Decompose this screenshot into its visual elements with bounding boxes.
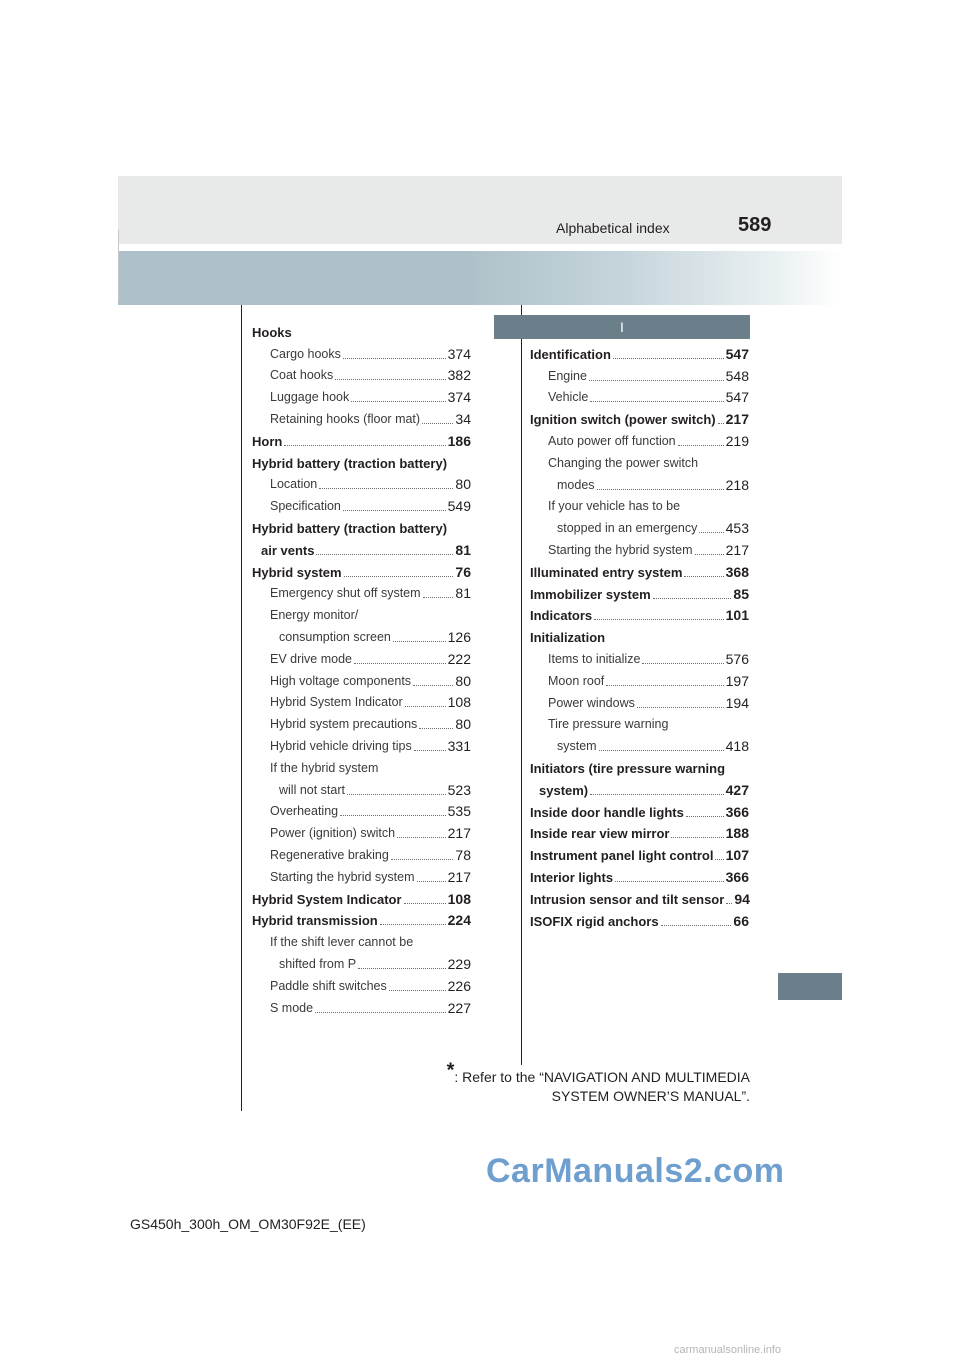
index-entry[interactable]: [252, 885, 471, 907]
index-entry-label: Hybrid transmission: [252, 913, 378, 929]
index-entry-page[interactable]: 188: [725, 825, 749, 842]
index-entry[interactable]: [530, 798, 749, 820]
index-entry-label: Immobilizer system: [530, 586, 651, 602]
section-letter: I: [620, 319, 624, 335]
index-entry-page[interactable]: 535: [447, 803, 471, 820]
index-entry-page[interactable]: 366: [725, 868, 749, 885]
leader-dots: [417, 881, 446, 882]
index-entry-page[interactable]: 374: [447, 345, 471, 362]
leader-dots: [340, 815, 446, 816]
leader-dots: [684, 576, 723, 577]
index-entry-label: air vents: [261, 542, 315, 558]
index-entry-label: Changing the power switch: [548, 455, 699, 470]
index-entry[interactable]: [252, 841, 471, 863]
footnote-line-2: SYSTEM OWNER’S MANUAL”.: [551, 1088, 750, 1104]
leader-dots: [615, 881, 724, 882]
index-entry-page[interactable]: 217: [447, 868, 471, 885]
leader-dots: [597, 489, 724, 490]
leader-dots: [404, 903, 446, 904]
index-entry-page[interactable]: 549: [447, 498, 471, 515]
edge-mark: [118, 230, 119, 300]
leader-dots: [419, 728, 453, 729]
leader-dots: [344, 576, 454, 577]
index-entry-page[interactable]: 66: [733, 912, 749, 929]
index-entry-page[interactable]: 374: [447, 389, 471, 406]
index-entry-label: Horn: [252, 433, 283, 449]
index-entry[interactable]: [252, 798, 471, 820]
index-entry-label: Energy monitor/: [270, 608, 359, 623]
leader-dots: [661, 925, 732, 926]
index-entry-label: Coat hooks: [270, 368, 334, 383]
index-entry[interactable]: [252, 471, 471, 493]
index-entry[interactable]: [530, 645, 749, 667]
index-entry-label: Emergency shut off system: [270, 586, 421, 601]
leader-dots: [343, 358, 446, 359]
index-entry-label: Identification: [530, 346, 611, 362]
header-bar: [118, 176, 842, 244]
leader-dots: [718, 423, 724, 424]
leader-dots: [380, 924, 446, 925]
leader-dots: [678, 445, 724, 446]
index-entry[interactable]: [252, 492, 471, 514]
index-entry-page[interactable]: 80: [455, 716, 471, 733]
watermark-logo: CarManuals2.com: [486, 1152, 785, 1190]
index-entry[interactable]: [530, 623, 749, 645]
leader-dots: [590, 401, 723, 402]
index-entry-page[interactable]: 229: [447, 955, 471, 972]
index-entry[interactable]: [530, 536, 749, 558]
leader-dots: [405, 706, 446, 707]
index-entry-page[interactable]: 108: [447, 694, 471, 711]
index-entry[interactable]: [530, 820, 749, 842]
index-entry-label: stopped in an emergency: [557, 521, 698, 536]
index-entry-page[interactable]: 217: [725, 411, 749, 428]
index-entry[interactable]: [252, 514, 471, 536]
index-entry[interactable]: [252, 558, 471, 580]
index-entry[interactable]: [530, 689, 749, 711]
index-entry-label: Starting the hybrid system: [548, 542, 693, 557]
leader-dots: [343, 510, 446, 511]
index-entry[interactable]: [252, 580, 471, 602]
leader-dots: [599, 750, 724, 751]
index-entry[interactable]: [252, 928, 471, 950]
index-entry-label: system): [539, 782, 589, 798]
index-entry-page[interactable]: 217: [725, 541, 749, 558]
index-entry-label: High voltage components: [270, 673, 412, 688]
index-entry-page[interactable]: 218: [725, 476, 749, 493]
index-entry[interactable]: [530, 776, 749, 798]
index-entry-page[interactable]: 547: [725, 345, 749, 362]
index-entry-page[interactable]: 81: [455, 541, 471, 558]
left-divider: [241, 305, 242, 1111]
index-entry-page[interactable]: 227: [447, 999, 471, 1016]
index-entry-page[interactable]: 366: [725, 803, 749, 820]
index-entry[interactable]: [530, 405, 749, 427]
index-entry-label: ISOFIX rigid anchors: [530, 913, 659, 929]
index-entry-label: Luggage hook: [270, 390, 350, 405]
index-entry[interactable]: [252, 994, 471, 1016]
leader-dots: [315, 1012, 446, 1013]
center-divider: [521, 305, 522, 1065]
index-entry-label: Intrusion sensor and tilt sensor: [530, 891, 725, 907]
index-entry-page[interactable]: 523: [447, 781, 471, 798]
index-entry-label: Initiators (tire pressure warning: [530, 760, 726, 776]
index-entry[interactable]: [252, 362, 471, 384]
index-entry-label: Hybrid System Indicator: [252, 891, 402, 907]
index-entry-page[interactable]: 126: [447, 628, 471, 645]
leader-dots: [393, 641, 446, 642]
index-entry-label: system: [557, 739, 597, 754]
index-entry-label: Hybrid system precautions: [270, 717, 418, 732]
index-entry-label: EV drive mode: [270, 651, 352, 666]
index-entry[interactable]: [530, 493, 749, 515]
index-entry[interactable]: [252, 383, 471, 405]
index-entry-page[interactable]: 418: [725, 738, 749, 755]
index-entry[interactable]: [252, 972, 471, 994]
leader-dots: [414, 750, 446, 751]
leader-dots: [397, 837, 446, 838]
leader-dots: [671, 837, 723, 838]
leader-dots: [358, 968, 446, 969]
leader-dots: [715, 859, 723, 860]
index-entry-label: Auto power off function: [548, 433, 676, 448]
index-entry-label: Regenerative braking: [270, 847, 389, 862]
leader-dots: [389, 990, 446, 991]
index-entry[interactable]: [530, 711, 749, 733]
index-entry-label: Power (ignition) switch: [270, 826, 396, 841]
leader-dots: [284, 445, 445, 446]
leader-dots: [423, 597, 454, 598]
index-entry-label: consumption screen: [279, 629, 391, 644]
index-entry-label: Hybrid system: [252, 564, 342, 580]
leader-dots: [642, 663, 723, 664]
leader-dots: [590, 794, 724, 795]
index-entry-label: Hooks: [252, 324, 292, 340]
index-entry-page[interactable]: 427: [725, 781, 749, 798]
index-entry-page[interactable]: 576: [725, 650, 749, 667]
index-entry[interactable]: [530, 754, 749, 776]
index-entry-page[interactable]: 382: [447, 367, 471, 384]
index-entry-page[interactable]: 453: [725, 520, 749, 537]
index-entry-page[interactable]: 219: [725, 432, 749, 449]
index-entry-label: Hybrid System Indicator: [270, 695, 403, 710]
side-index-tab[interactable]: [778, 973, 842, 1000]
index-entry[interactable]: [252, 667, 471, 689]
index-entry-label: If the hybrid system: [270, 760, 379, 775]
leader-dots: [316, 554, 453, 555]
page-number: 589: [738, 214, 772, 236]
index-column-right: [530, 340, 749, 929]
index-entry-label: Retaining hooks (floor mat): [270, 411, 421, 426]
index-entry-label: Items to initialize: [548, 651, 641, 666]
index-entry[interactable]: [252, 863, 471, 885]
index-entry-page[interactable]: 108: [447, 890, 471, 907]
leader-dots: [653, 598, 732, 599]
index-entry-page[interactable]: 226: [447, 977, 471, 994]
document-code: GS450h_300h_OM_OM30F92E_(EE): [130, 1216, 366, 1232]
index-entry[interactable]: [252, 623, 471, 645]
leader-dots: [413, 685, 453, 686]
index-entry-label: Hybrid battery (traction battery): [252, 520, 448, 536]
index-entry-page[interactable]: 222: [447, 650, 471, 667]
index-entry-label: modes: [557, 477, 595, 492]
index-entry-label: will not start: [279, 782, 345, 797]
index-entry-page[interactable]: 547: [725, 389, 749, 406]
index-entry-label: Engine: [548, 368, 587, 383]
index-entry[interactable]: [530, 885, 749, 907]
index-entry-page[interactable]: 186: [447, 432, 471, 449]
leader-dots: [695, 554, 724, 555]
section-letter-bar: [494, 315, 750, 339]
index-entry[interactable]: [530, 362, 749, 384]
header-title: Alphabetical index: [556, 220, 670, 236]
leader-dots: [686, 816, 724, 817]
index-entry-page[interactable]: 197: [725, 672, 749, 689]
index-entry[interactable]: [252, 689, 471, 711]
index-entry-label: Specification: [270, 499, 341, 514]
index-entry-page[interactable]: 34: [455, 410, 471, 427]
leader-dots: [422, 423, 453, 424]
leader-dots: [347, 794, 446, 795]
leader-dots: [613, 358, 724, 359]
index-entry[interactable]: [530, 427, 749, 449]
index-entry[interactable]: [252, 819, 471, 841]
index-entry-label: Cargo hooks: [270, 346, 341, 361]
index-entry-page[interactable]: 80: [455, 672, 471, 689]
index-entry[interactable]: [530, 602, 749, 624]
index-entry-page[interactable]: 76: [455, 563, 471, 580]
index-entry-label: Instrument panel light control: [530, 848, 714, 864]
index-entry-page[interactable]: 194: [725, 694, 749, 711]
leader-dots: [335, 379, 445, 380]
index-entry-page[interactable]: 78: [455, 846, 471, 863]
index-entry-label: Hybrid battery (traction battery): [252, 455, 448, 471]
index-entry[interactable]: [252, 318, 471, 340]
index-entry-label: Indicators: [530, 608, 593, 624]
index-entry[interactable]: [530, 667, 749, 689]
index-entry-label: shifted from P: [279, 956, 357, 971]
index-entry[interactable]: [530, 471, 749, 493]
index-entry-label: If the shift lever cannot be: [270, 935, 414, 950]
index-entry-label: Ignition switch (power switch): [530, 412, 716, 428]
leader-dots: [351, 401, 445, 402]
index-entry-page[interactable]: 81: [455, 585, 471, 602]
index-entry[interactable]: [252, 950, 471, 972]
index-entry-page[interactable]: 548: [725, 367, 749, 384]
index-entry-label: If your vehicle has to be: [548, 499, 681, 514]
index-entry-page[interactable]: 80: [455, 476, 471, 493]
index-entry-label: Overheating: [270, 804, 339, 819]
leader-dots: [354, 663, 446, 664]
index-entry-label: Initialization: [530, 630, 606, 646]
index-entry[interactable]: [530, 907, 749, 929]
index-entry[interactable]: [252, 732, 471, 754]
index-entry-page[interactable]: 217: [447, 825, 471, 842]
index-entry-page[interactable]: 85: [733, 585, 749, 602]
index-entry[interactable]: [530, 384, 749, 406]
index-entry-label: Starting the hybrid system: [270, 869, 415, 884]
index-entry-label: Paddle shift switches: [270, 978, 387, 993]
index-entry-label: Inside door handle lights: [530, 804, 684, 820]
index-entry[interactable]: [252, 645, 471, 667]
index-entry[interactable]: [530, 580, 749, 602]
index-entry[interactable]: [252, 405, 471, 427]
index-entry-label: Moon roof: [548, 673, 605, 688]
index-entry-label: Vehicle: [548, 390, 589, 405]
index-entry[interactable]: [252, 601, 471, 623]
index-entry-page[interactable]: 224: [447, 912, 471, 929]
index-entry[interactable]: [252, 536, 471, 558]
index-entry-page[interactable]: 107: [725, 847, 749, 864]
index-entry-page[interactable]: 368: [725, 563, 749, 580]
index-entry[interactable]: [252, 449, 471, 471]
index-entry[interactable]: [530, 340, 749, 362]
index-entry[interactable]: [252, 340, 471, 362]
index-entry-page[interactable]: 331: [447, 737, 471, 754]
index-entry-page[interactable]: 101: [725, 607, 749, 624]
index-entry-label: Illuminated entry system: [530, 564, 683, 580]
leader-dots: [391, 859, 454, 860]
index-entry-label: Hybrid vehicle driving tips: [270, 738, 412, 753]
watermark-text: carmanualsonline.info: [674, 1344, 782, 1356]
index-entry[interactable]: [252, 754, 471, 776]
index-entry-label: Tire pressure warning: [548, 717, 669, 732]
leader-dots: [594, 619, 724, 620]
index-entry-page[interactable]: 94: [734, 890, 750, 907]
index-entry[interactable]: [252, 907, 471, 929]
index-entry-label: Inside rear view mirror: [530, 826, 670, 842]
footnote: [400, 1059, 750, 1106]
index-column-left: [252, 318, 471, 1016]
leader-dots: [726, 903, 732, 904]
leader-dots: [637, 707, 724, 708]
header-band: [118, 251, 842, 305]
index-entry-label: Interior lights: [530, 869, 614, 885]
index-entry[interactable]: [530, 558, 749, 580]
index-entry-label: Location: [270, 477, 318, 492]
leader-dots: [589, 380, 724, 381]
footnote-line-1: : Refer to the “NAVIGATION AND MULTIMEDIA: [454, 1069, 750, 1085]
index-entry-label: S mode: [270, 1000, 314, 1015]
index-entry[interactable]: [530, 841, 749, 863]
footnote-mark: *: [446, 1059, 455, 1082]
leader-dots: [606, 685, 723, 686]
index-entry[interactable]: [530, 514, 749, 536]
index-entry[interactable]: [530, 863, 749, 885]
index-entry-label: Power windows: [548, 695, 635, 710]
index-entry[interactable]: [530, 732, 749, 754]
leader-dots: [699, 532, 723, 533]
index-entry[interactable]: [252, 710, 471, 732]
index-entry[interactable]: [252, 776, 471, 798]
index-entry[interactable]: [530, 449, 749, 471]
index-entry[interactable]: [252, 427, 471, 449]
leader-dots: [319, 488, 453, 489]
